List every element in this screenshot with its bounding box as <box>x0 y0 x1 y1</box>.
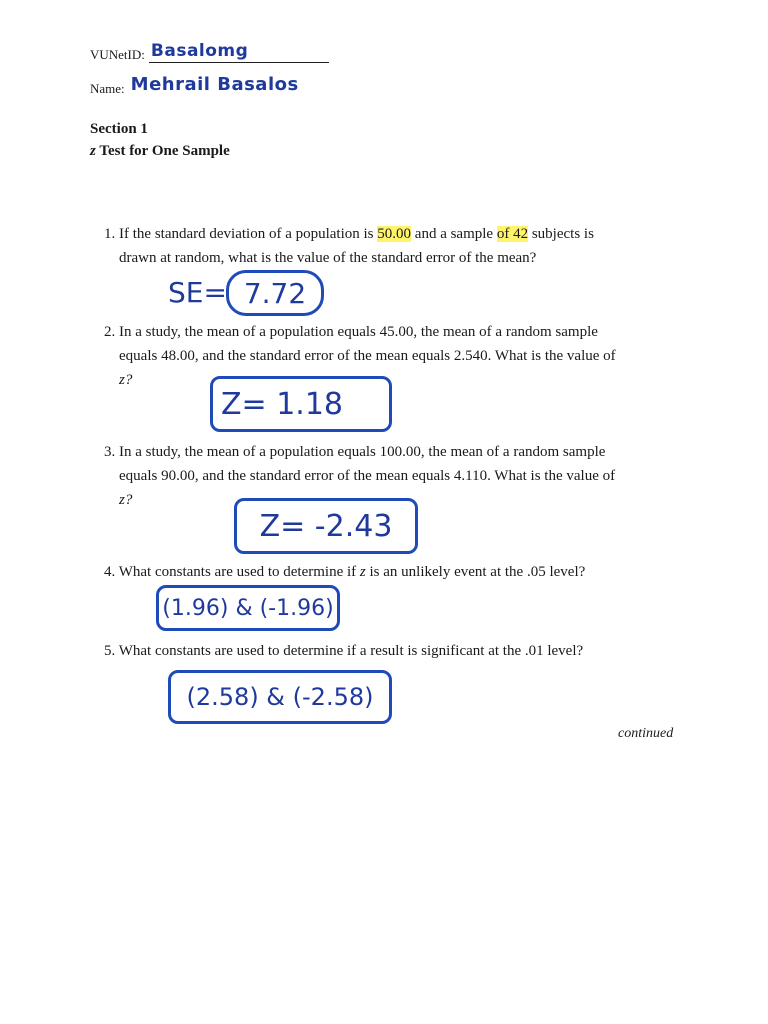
answer-1-value: 7.72 <box>243 276 307 310</box>
answer-5-box <box>168 670 392 724</box>
question-4: 4. What constants are used to determine if z is an unlikely event at the .05 level? <box>104 564 586 580</box>
answer-2-box <box>210 376 392 432</box>
highlight-sample: of 42 <box>496 226 529 242</box>
section-heading <box>90 118 230 162</box>
answer-4-value: (1.96) & (-1.96) <box>162 595 334 621</box>
name-value: Mehrail Basalos <box>130 74 299 95</box>
section-subtitle: z Test for One Sample <box>90 143 230 159</box>
vunetid-value: Basalomg <box>150 41 249 61</box>
question-number: 5. <box>104 643 116 659</box>
answer-2-value: Z= 1.18 <box>221 386 344 422</box>
question-number: 2. <box>104 324 116 340</box>
name-label: Name: <box>90 81 125 96</box>
answer-5-value: (2.58) & (-2.58) <box>186 683 374 711</box>
question-5: 5. What constants are used to determine if a result is significant at the .01 level? <box>104 643 584 659</box>
question-1: 1. If the standard deviation of a population is 50.00 and a sample of 42 subjects is drawn at random, what is the value of the standard error of the mean? <box>104 226 594 266</box>
question-number: 1. <box>104 226 116 242</box>
vunetid-line <box>149 41 329 63</box>
highlight-sd: 50.00 <box>377 226 412 242</box>
name-line <box>129 74 299 97</box>
answer-3-value: Z= -2.43 <box>259 508 393 544</box>
question-3: 3. In a study, the mean of a population equals 100.00, the mean of a random sample equals 90.00, and the standard error of the mean equals 4.110. What is the value of z? <box>104 444 616 508</box>
answer-1-prefix: SE= <box>168 276 227 309</box>
vunetid-label: VUNetID: <box>90 47 145 62</box>
section-title: Section 1 <box>90 121 148 137</box>
question-2: 2. In a study, the mean of a population equals 45.00, the mean of a random sample equals 48.00, and the standard error of the mean equals 2.540. What is the value of z? <box>104 324 616 388</box>
vunetid-field <box>90 41 329 63</box>
answer-1-box <box>226 270 324 316</box>
continued-note: continued <box>618 726 674 741</box>
answer-3-box <box>234 498 418 554</box>
question-number: 4. <box>104 564 116 580</box>
question-number: 3. <box>104 444 116 460</box>
answer-4-box <box>156 585 340 631</box>
name-field <box>90 74 299 97</box>
